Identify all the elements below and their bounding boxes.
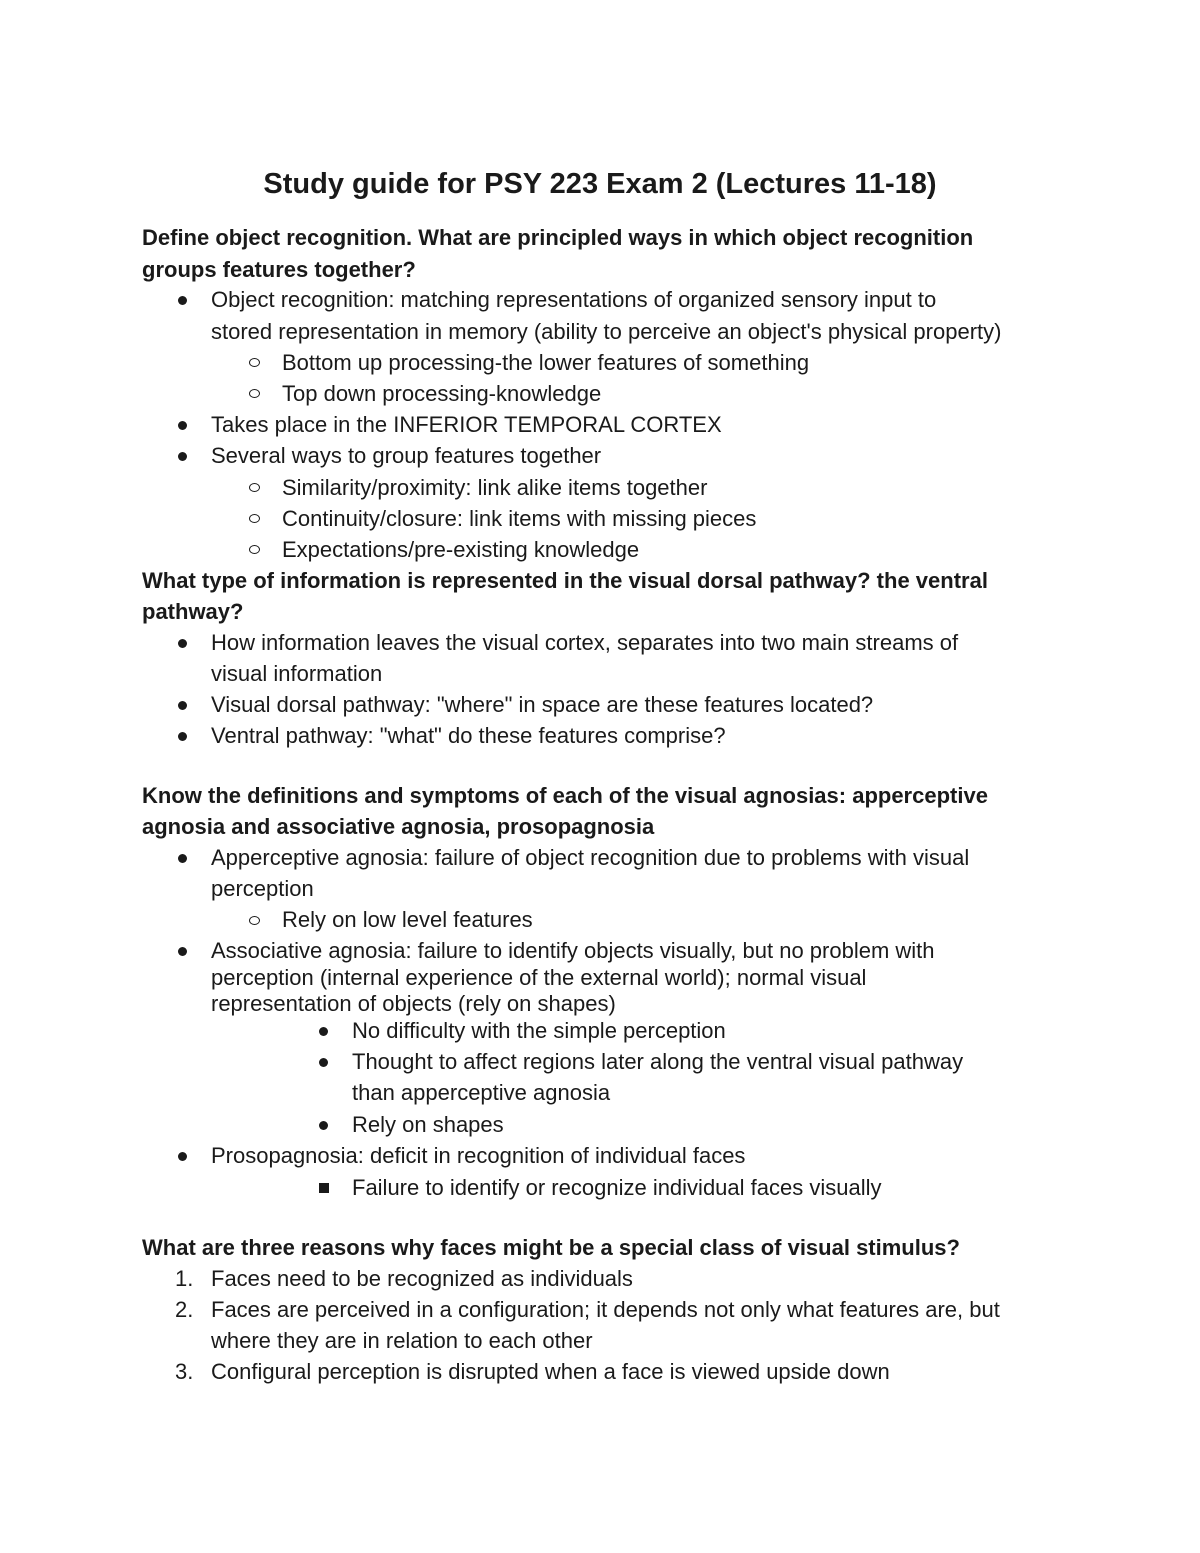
bullet-disc-icon bbox=[178, 732, 187, 741]
bullet-circle-icon bbox=[249, 358, 260, 367]
list-item: Bottom up processing-the lower features of something bbox=[282, 350, 810, 375]
list-item: Visual dorsal pathway: "where" in space are these features located? bbox=[211, 692, 874, 717]
list-item: Prosopagnosia: deficit in recognition of individual faces bbox=[211, 1143, 746, 1168]
bullet-disc-icon bbox=[319, 1027, 328, 1036]
bullet-disc-icon bbox=[178, 452, 187, 461]
bullet-disc-icon bbox=[178, 296, 187, 305]
list-item: Associative agnosia: failure to identify objects visually, but no problem with bbox=[211, 938, 935, 963]
section-4-question-line-1: What are three reasons why faces might be a special class of visual stimulus? bbox=[142, 1235, 960, 1260]
list-item: Apperceptive agnosia: failure of object recognition due to problems with visual bbox=[211, 845, 970, 870]
list-item: Rely on low level features bbox=[282, 907, 533, 932]
list-number: 2. bbox=[175, 1297, 194, 1322]
list-item: Failure to identify or recognize individual faces visually bbox=[352, 1175, 882, 1200]
section-1-question-line-1: Define object recognition. What are principled ways in which object recognition bbox=[142, 225, 974, 250]
bullet-disc-icon bbox=[319, 1121, 328, 1130]
list-item: No difficulty with the simple perception bbox=[352, 1018, 726, 1043]
section-2-question-line-2: pathway? bbox=[142, 599, 244, 624]
bullet-disc-icon bbox=[178, 701, 187, 710]
section-2-question-line-1: What type of information is represented in the visual dorsal pathway? the ventral bbox=[142, 568, 988, 593]
list-item: Similarity/proximity: link alike items together bbox=[282, 475, 708, 500]
list-item: Faces need to be recognized as individuals bbox=[211, 1266, 633, 1291]
list-number: 1. bbox=[175, 1266, 194, 1291]
list-item: Expectations/pre-existing knowledge bbox=[282, 537, 640, 562]
section-3-question-line-1: Know the definitions and symptoms of each of the visual agnosias: apperceptive bbox=[142, 783, 988, 808]
list-item: Thought to affect regions later along the ventral visual pathway bbox=[352, 1049, 964, 1074]
bullet-disc-icon bbox=[178, 1152, 187, 1161]
list-item-continuation: where they are in relation to each other bbox=[211, 1328, 593, 1353]
list-item-continuation: stored representation in memory (ability to perceive an object's physical property) bbox=[211, 319, 1002, 344]
bullet-circle-icon bbox=[249, 514, 260, 523]
bullet-disc-icon bbox=[178, 854, 187, 863]
section-1-question-line-2: groups features together? bbox=[142, 257, 416, 282]
list-number: 3. bbox=[175, 1359, 194, 1384]
list-item-continuation: perception bbox=[211, 876, 314, 901]
bullet-square-icon bbox=[319, 1183, 329, 1193]
bullet-disc-icon bbox=[178, 421, 187, 430]
list-item: Object recognition: matching representations of organized sensory input to bbox=[211, 287, 937, 312]
list-item-continuation: perception (internal experience of the external world); normal visual bbox=[211, 965, 867, 990]
list-item-continuation: visual information bbox=[211, 661, 383, 686]
list-item: Continuity/closure: link items with missing pieces bbox=[282, 506, 757, 531]
section-3-question-line-2: agnosia and associative agnosia, prosopagnosia bbox=[142, 814, 655, 839]
bullet-disc-icon bbox=[178, 947, 187, 956]
list-item-continuation: representation of objects (rely on shapes) bbox=[211, 991, 616, 1016]
list-item: Rely on shapes bbox=[352, 1112, 504, 1137]
list-item: Faces are perceived in a configuration; it depends not only what features are, but bbox=[211, 1297, 1000, 1322]
page-title: Study guide for PSY 223 Exam 2 (Lectures 11-18) bbox=[263, 168, 937, 200]
bullet-circle-icon bbox=[249, 545, 260, 554]
bullet-disc-icon bbox=[178, 639, 187, 648]
list-item: Takes place in the INFERIOR TEMPORAL CORTEX bbox=[211, 412, 722, 437]
list-item: Ventral pathway: "what" do these features comprise? bbox=[211, 723, 726, 748]
bullet-circle-icon bbox=[249, 916, 260, 925]
bullet-disc-icon bbox=[319, 1058, 328, 1067]
list-item: Several ways to group features together bbox=[211, 443, 602, 468]
list-item-continuation: than apperceptive agnosia bbox=[352, 1080, 611, 1105]
bullet-circle-icon bbox=[249, 483, 260, 492]
list-item: How information leaves the visual cortex, separates into two main streams of bbox=[211, 630, 959, 655]
list-item: Configural perception is disrupted when a face is viewed upside down bbox=[211, 1359, 890, 1384]
list-item: Top down processing-knowledge bbox=[282, 381, 602, 406]
bullet-circle-icon bbox=[249, 389, 260, 398]
